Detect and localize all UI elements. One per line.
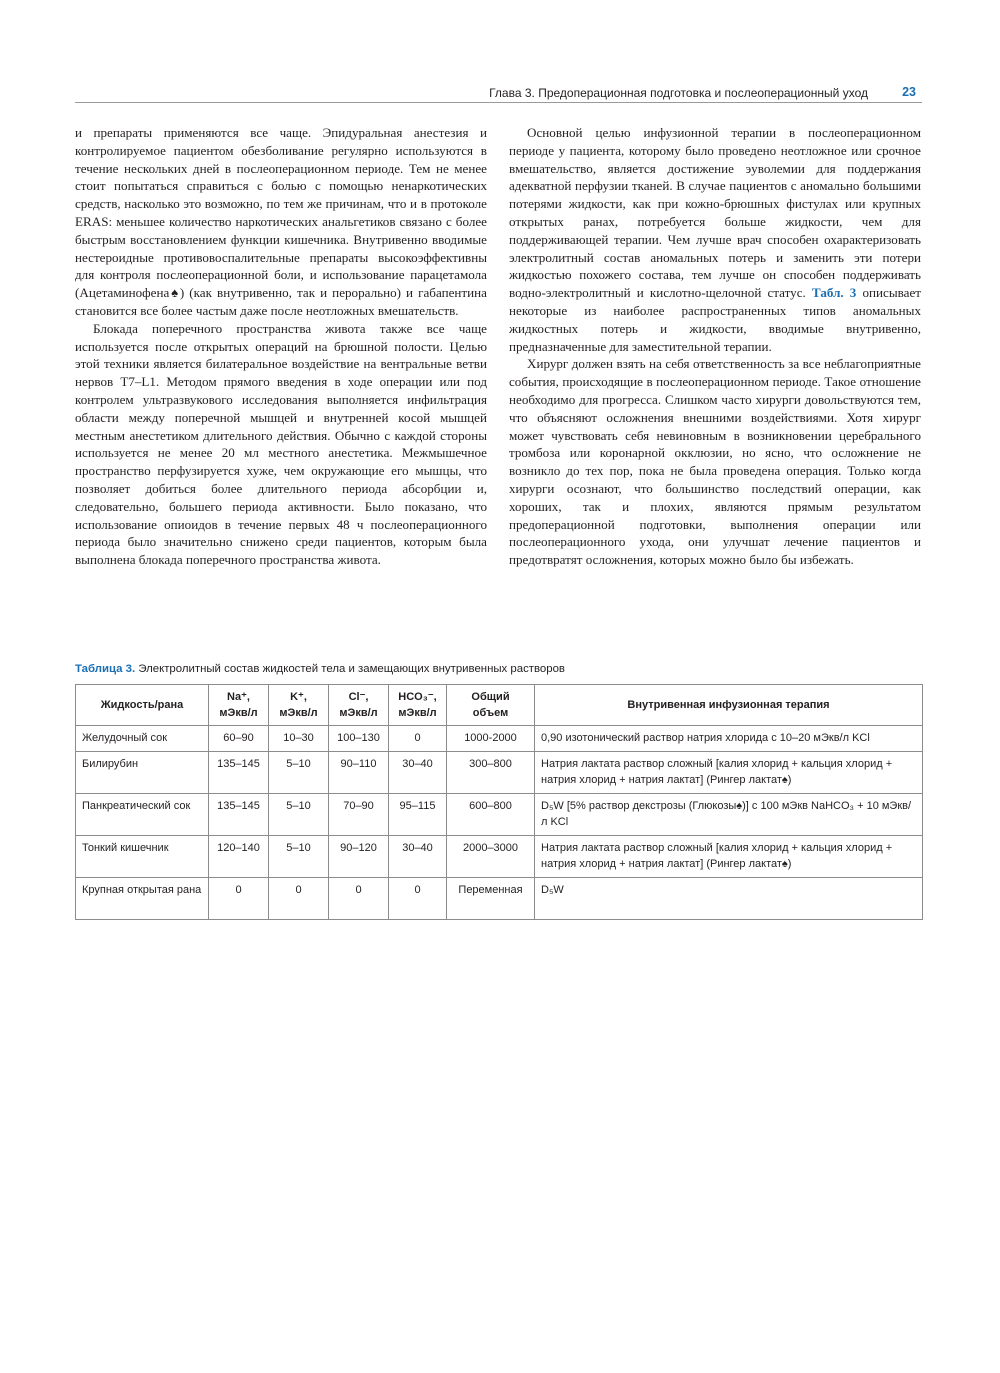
- cell-therapy: D₅W [5% раствор декстрозы (Глюкозы♠)] с 100 мЭкв NaHCO₃ + 10 мЭкв/л KCl: [535, 794, 923, 836]
- cell-therapy: D₅W: [535, 878, 923, 920]
- cell-volume: 2000–3000: [447, 836, 535, 878]
- header-na-unit: мЭкв/л: [219, 707, 258, 719]
- cell-k: 5–10: [269, 836, 329, 878]
- left-column: [75, 124, 487, 569]
- header-fluid: Жидкость/рана: [76, 685, 209, 726]
- cell-na: 135–145: [209, 794, 269, 836]
- electrolyte-table: [75, 684, 923, 920]
- cell-therapy: Натрия лактата раствор сложный [калия хлорид + кальция хлорид + натрия хлорид + натрия лактат] (Рингер лактат♠): [535, 752, 923, 794]
- header-hco3-symbol: HCO₃⁻,: [398, 691, 437, 703]
- header-volume-line2: объем: [472, 707, 509, 719]
- paragraph-text: Основной целью инфузионной терапии в послеоперационном периоде у пациента, которому было проведено неотложное или срочное вмешательство, является достижение эуволемии для поддержания адекватной перфузии тканей. В случае пациентов с аномально большими потерями жидкости, как при кожно-брюшных фистулах или крупных открытых ранах, потребуется больше жидкости, чем для поддерживающей терапии. Чем лучше врач способен охарактеризовать электролитный состав аномальных потерь и заменить эти потери жидкостью похожего состава, тем лучше он способен поддерживать водно-электролитный и кислотно-щелочной статус.: [509, 125, 921, 301]
- header-k: [269, 685, 329, 726]
- table-row: [76, 794, 923, 836]
- cell-volume: 600–800: [447, 794, 535, 836]
- cell-cl: 100–130: [329, 726, 389, 752]
- header-cl-symbol: Cl⁻,: [348, 691, 369, 703]
- header-na: [209, 685, 269, 726]
- cell-therapy: 0,90 изотонический раствор натрия хлорида с 10–20 мЭкв/л KCl: [535, 726, 923, 752]
- paragraph: Хирург должен взять на себя ответственность за все неблагоприятные события, происходящие в послеоперационном периоде. Такое отношение необходимо для прогресса. Слишком часто хирурги довольствуются тем, что объясняют осложнения внешними воздействиями. Хотя хирург может чувствовать себя невиновным в возникновении церебрального тромбоза или коронарной окклюзии, но ясно, что осложнение не возникло до тех пор, пока не была проведена операция. Только когда хирурги осознают, что большинство последствий операции, как хороших, так и плохих, являются прямым результатом предоперационной подготовки, выполнения операции или послеоперационного ухода, они улучшат лечение пациентов и предотвратят осложнения, которых можно было бы избежать.: [509, 356, 921, 568]
- cell-hco3: 30–40: [389, 752, 447, 794]
- cell-k: 10–30: [269, 726, 329, 752]
- header-k-unit: мЭкв/л: [279, 707, 318, 719]
- cell-fluid: Крупная открытая рана: [76, 878, 209, 920]
- cell-fluid: Панкреатический сок: [76, 794, 209, 836]
- header-hco3: [389, 685, 447, 726]
- header-volume: [447, 685, 535, 726]
- cell-cl: 90–120: [329, 836, 389, 878]
- cell-hco3: 95–115: [389, 794, 447, 836]
- cell-hco3: 30–40: [389, 836, 447, 878]
- table-caption-label: Таблица 3.: [75, 663, 136, 675]
- paragraph: [509, 124, 921, 355]
- table-row: [76, 878, 923, 920]
- table-caption: [75, 663, 922, 675]
- header-hco3-unit: мЭкв/л: [398, 707, 437, 719]
- paragraph-text: описывает некоторые из наиболее распространенных типов аномальных жидкостных потерь и жидкости, вводимые внутривенно, предназначенные для заместительной терапии.: [509, 285, 921, 354]
- chapter-title: Глава 3. Предоперационная подготовка и послеоперационный уход: [489, 86, 868, 100]
- paragraph: и препараты применяются все чаще. Эпидуральная анестезия и контролируемое пациентом обезболивание регулярно используются в течение нескольких дней в послеоперационном периоде. Тем не менее стоит попытаться справиться с болью с помощью ненаркотических средств, насколько это возможно, по тем же причинам, что и в протоколе ERAS: меньшее количество наркотических анальгетиков связано с более быстрым восстановлением функции кишечника. Внутривенно вводимые нестероидные противовоспалительные препараты высокоэффективны для контроля послеоперационной боли, и использование парацетамола (Ацетаминофена♠) (как внутривенно, так и перорально) и габапентина становится все более частым даже после неотложных вмешательств.: [75, 125, 487, 318]
- header-cl: [329, 685, 389, 726]
- table-header-row: [76, 685, 923, 726]
- cell-fluid: Тонкий кишечник: [76, 836, 209, 878]
- header-therapy: Внутривенная инфузионная терапия: [535, 685, 923, 726]
- table-reference-link[interactable]: Табл. 3: [811, 285, 857, 301]
- table-row: [76, 836, 923, 878]
- paragraph: Блокада поперечного пространства живота также все чаще используется после открытых операций на брюшной полости. Целью этой техники является билатеральное воздействие на вентральные ветви нервов T7–L1. Методом прямого введения в ходе операции или под контролем ультразвукового исследования выполняется инфильтрация области между поперечной мышцей и внутренней косой мышцей местным анестетиком длительного действия. Обычно с каждой стороны используется не менее 20 мл местного анестетика. Межмышечное пространство перфузируется хуже, чем окружающие его мышцы, что позволяет добиться более длительного периода абсорбции и, следовательно, большего периода активности. Было показано, что использование опиоидов в течение первых 48 ч послеоперационного периода было значительно снижено среди пациентов, которым была выполнена блокада поперечного пространства живота.: [75, 320, 487, 568]
- running-header: [75, 84, 922, 103]
- right-column: [509, 124, 921, 569]
- table-row: [76, 726, 923, 752]
- cell-na: 135–145: [209, 752, 269, 794]
- header-volume-line1: Общий: [471, 691, 510, 703]
- cell-cl: 0: [329, 878, 389, 920]
- cell-na: 120–140: [209, 836, 269, 878]
- cell-fluid: Желудочный сок: [76, 726, 209, 752]
- header-na-symbol: Na⁺,: [227, 691, 250, 703]
- page-number: 23: [902, 85, 916, 99]
- header-k-symbol: K⁺,: [290, 691, 307, 703]
- cell-k: 5–10: [269, 794, 329, 836]
- cell-na: 60–90: [209, 726, 269, 752]
- cell-volume: 300–800: [447, 752, 535, 794]
- cell-therapy: Натрия лактата раствор сложный [калия хлорид + кальция хлорид + натрия хлорид + натрия лактат] (Рингер лактат♠): [535, 836, 923, 878]
- table-caption-text: Электролитный состав жидкостей тела и замещающих внутривенных растворов: [138, 663, 565, 675]
- cell-hco3: 0: [389, 726, 447, 752]
- cell-hco3: 0: [389, 878, 447, 920]
- table-row: [76, 752, 923, 794]
- cell-fluid: Билирубин: [76, 752, 209, 794]
- cell-k: 0: [269, 878, 329, 920]
- cell-na: 0: [209, 878, 269, 920]
- cell-volume: 1000-2000: [447, 726, 535, 752]
- cell-k: 5–10: [269, 752, 329, 794]
- header-cl-unit: мЭкв/л: [339, 707, 378, 719]
- cell-cl: 90–110: [329, 752, 389, 794]
- cell-volume: Переменная: [447, 878, 535, 920]
- cell-cl: 70–90: [329, 794, 389, 836]
